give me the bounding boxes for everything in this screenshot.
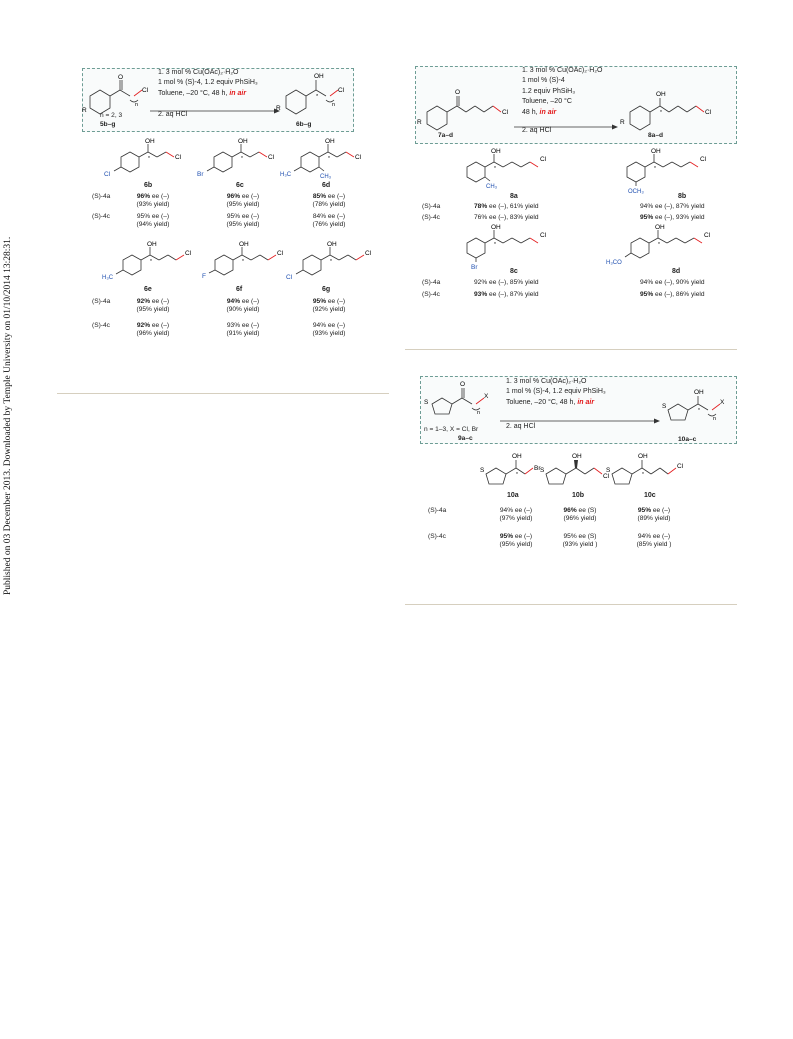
svg-text:Cl: Cl <box>603 473 610 480</box>
scheme2-condition-6: 2. aq HCl <box>522 127 552 134</box>
svg-text:Cl: Cl <box>705 109 712 116</box>
svg-text:n: n <box>135 102 139 108</box>
compound-6g-4a-result: 95% ee (–) (92% yield) <box>312 298 346 313</box>
scheme3-cat-a: (S)-4a <box>428 507 447 514</box>
svg-text:Cl: Cl <box>704 232 711 239</box>
svg-text:S: S <box>480 467 485 474</box>
compound-8d-label: 8d <box>672 268 681 275</box>
svg-text:*: * <box>330 259 332 265</box>
compound-8d-4c-result: 95% ee (–), 86% yield <box>640 291 705 298</box>
compound-6e-4a-result: 92% ee (–) (95% yield) <box>136 298 170 313</box>
svg-text:*: * <box>148 156 150 162</box>
svg-text:OH: OH <box>694 389 704 396</box>
svg-text:OH: OH <box>655 224 665 231</box>
compound-6f-structure <box>204 241 288 283</box>
svg-text:OH: OH <box>491 148 501 155</box>
svg-text:H₃C: H₃C <box>102 275 114 281</box>
svg-text:Br: Br <box>197 171 204 178</box>
compound-10a-label: 10a <box>507 492 519 499</box>
scheme1-row1-cat-c: (S)-4c <box>92 213 110 220</box>
compound-10b-label: 10b <box>572 492 585 499</box>
scheme1-product-label: 6b–g <box>296 121 312 128</box>
scheme2-in-air: in air <box>539 108 557 116</box>
scheme2-divider <box>405 349 737 350</box>
svg-text:OH: OH <box>145 138 155 145</box>
compound-10a-4c-result: 95% ee (–) (95% yield) <box>499 533 533 548</box>
scheme1-condition-4: 2. aq HCl <box>158 111 188 118</box>
svg-text:n: n <box>477 410 481 416</box>
compound-6d-structure <box>280 138 370 180</box>
svg-text:H₃CO: H₃CO <box>606 260 622 266</box>
compound-8c-structure <box>460 224 570 270</box>
compound-8d-structure <box>606 224 734 270</box>
svg-text:CH₃: CH₃ <box>486 184 498 190</box>
compound-6b-structure <box>104 138 190 180</box>
compound-10c-structure <box>606 450 696 490</box>
compound-6e-label: 6e <box>144 286 152 293</box>
compound-6d-label: 6d <box>322 182 331 189</box>
scheme2-reactant-label: 7a–d <box>438 132 454 139</box>
svg-text:Cl: Cl <box>175 154 182 161</box>
scheme3-product-structure <box>662 376 736 442</box>
scheme1-condition-2: 1 mol % (S)-4, 1.2 equiv PhSiH₃ <box>158 79 258 87</box>
scheme2-row2-cat-c: (S)-4c <box>422 291 440 298</box>
svg-text:*: * <box>516 472 518 478</box>
svg-text:OH: OH <box>147 241 157 248</box>
svg-text:OH: OH <box>638 453 648 460</box>
compound-10c-4a-result: 95% ee (–) (89% yield) <box>637 507 671 522</box>
svg-text:OH: OH <box>325 138 335 145</box>
svg-text:H₃C: H₃C <box>280 172 292 178</box>
svg-text:Cl: Cl <box>277 250 284 257</box>
svg-text:OH: OH <box>239 241 249 248</box>
scheme1-row1-cat-a: (S)-4a <box>92 193 111 200</box>
svg-text:Cl: Cl <box>142 87 149 94</box>
svg-text:X: X <box>720 399 725 406</box>
scheme1-product-structure <box>276 68 354 130</box>
svg-text:*: * <box>654 166 656 172</box>
compound-6c-4c-result: 95% ee (–) (95% yield) <box>226 213 260 228</box>
compound-6g-label: 6g <box>322 286 331 293</box>
svg-text:OH: OH <box>572 453 582 460</box>
compound-8c-label: 8c <box>510 268 518 275</box>
scheme1-divider <box>57 393 389 394</box>
svg-text:R: R <box>417 119 422 126</box>
compound-6g-structure <box>286 241 376 283</box>
scheme2-row2-cat-a: (S)-4a <box>422 279 441 286</box>
svg-text:X: X <box>484 393 489 400</box>
compound-8c-4a-result: 92% ee (–), 85% yield <box>474 279 539 286</box>
scheme2-reactant-structure <box>415 66 515 142</box>
svg-text:*: * <box>241 156 243 162</box>
svg-text:Cl: Cl <box>268 154 275 161</box>
compound-8b-4a-result: 94% ee (–), 87% yield <box>640 203 705 210</box>
scheme3-in-air: in air <box>577 398 595 406</box>
svg-text:R: R <box>620 119 625 126</box>
svg-text:Cl: Cl <box>502 109 509 116</box>
scheme2-product-structure <box>620 66 736 142</box>
compound-6b-4a-result: 96% ee (–) (93% yield) <box>136 193 170 208</box>
scheme1-row2-cat-c: (S)-4c <box>92 322 110 329</box>
scheme3-condition-1: 1. 3 mol % Cu(OAc)₂·H₂O <box>506 378 587 385</box>
scheme2-row1-cat-c: (S)-4c <box>422 214 440 221</box>
svg-text:CH₃: CH₃ <box>320 174 332 180</box>
compound-10c-4c-result: 94% ee (–) (85% yield ) <box>636 533 672 548</box>
svg-text:R: R <box>276 105 281 112</box>
svg-text:F: F <box>202 273 206 280</box>
svg-text:OH: OH <box>327 241 337 248</box>
compound-8a-4c-result: 76% ee (–), 83% yield <box>474 214 539 221</box>
compound-10c-label: 10c <box>644 492 656 499</box>
scheme1-condition-1: 1. 3 mol % Cu(OAc)₂·H₂O <box>158 69 239 76</box>
compound-6f-4c-result: 93% ee (–) (91% yield) <box>226 322 260 337</box>
svg-text:S: S <box>424 399 429 406</box>
scheme2-condition-3: 1.2 equiv PhSiH₃ <box>522 87 576 95</box>
svg-text:*: * <box>660 110 662 116</box>
svg-text:*: * <box>494 242 496 248</box>
svg-text:OCH₃: OCH₃ <box>628 189 644 195</box>
svg-text:*: * <box>494 166 496 172</box>
svg-text:Cl: Cl <box>540 232 547 239</box>
svg-text:S: S <box>606 467 611 474</box>
scheme3-n-label: n = 1–3, X = Cl, Br <box>424 426 479 433</box>
svg-text:O: O <box>118 74 124 81</box>
compound-6d-4c-result: 84% ee (–) (76% yield) <box>312 213 346 228</box>
compound-6e-4c-result: 92% ee (–) (96% yield) <box>136 322 170 337</box>
compound-6c-structure <box>197 138 283 180</box>
scheme3-reactant-label: 9a–c <box>458 435 473 442</box>
svg-text:Cl: Cl <box>338 87 345 94</box>
scheme1-n-label: n = 2, 3 <box>100 112 123 119</box>
svg-text:n: n <box>332 102 336 108</box>
compound-6b-4c-result: 95% ee (–) (94% yield) <box>136 213 170 228</box>
scheme3-product-label: 10a–c <box>678 436 697 443</box>
svg-text:*: * <box>316 94 319 100</box>
scheme2-product-label: 8a–d <box>648 132 664 139</box>
scheme1-in-air: in air <box>229 89 247 97</box>
svg-text:S: S <box>662 403 667 410</box>
svg-text:Cl: Cl <box>104 171 111 178</box>
scheme2-row1-cat-a: (S)-4a <box>422 203 441 210</box>
scheme2-condition-1: 1. 3 mol % Cu(OAc)₂·H₂O <box>522 67 603 74</box>
svg-text:*: * <box>658 242 660 248</box>
compound-6e-structure <box>102 241 196 283</box>
scheme1-reactant-label: 5b–g <box>100 121 116 128</box>
svg-text:Cl: Cl <box>700 156 707 163</box>
compound-6d-4a-result: 85% ee (–) (78% yield) <box>312 193 346 208</box>
svg-text:*: * <box>642 472 644 478</box>
publication-note-text: Published on 03 December 2013. Downloaded by Temple University on 01/10/2014 13:28:31. <box>3 236 13 595</box>
svg-text:OH: OH <box>656 91 666 98</box>
compound-10b-4c-result: 95% ee (S) (93% yield ) <box>562 533 598 548</box>
scheme3-condition-4: 2. aq HCl <box>506 423 536 430</box>
scheme2-condition-5: 48 h, <box>522 108 538 116</box>
svg-text:OH: OH <box>512 453 522 460</box>
compound-8a-structure <box>460 148 570 192</box>
compound-8b-structure <box>620 148 730 195</box>
compound-6c-4a-result: 96% ee (–) (95% yield) <box>226 193 260 208</box>
svg-text:n: n <box>713 416 717 422</box>
svg-text:O: O <box>455 89 461 96</box>
compound-10b-4a-result: 96% ee (S) (96% yield) <box>563 507 597 522</box>
svg-text:Cl: Cl <box>365 250 372 257</box>
svg-text:S: S <box>540 467 545 474</box>
compound-6f-label: 6f <box>236 286 243 293</box>
svg-text:*: * <box>328 156 330 162</box>
scheme3-condition-3: Toluene, –20 °C, 48 h, <box>506 398 576 406</box>
svg-text:*: * <box>150 259 152 265</box>
compound-6f-4a-result: 94% ee (–) (90% yield) <box>226 298 260 313</box>
compound-10a-4a-result: 94% ee (–) (97% yield) <box>499 507 533 522</box>
svg-text:Br: Br <box>534 465 541 472</box>
compound-6g-4c-result: 94% ee (–) (93% yield) <box>312 322 346 337</box>
compound-8a-label: 8a <box>510 193 518 200</box>
svg-text:OH: OH <box>238 138 248 145</box>
svg-text:Cl: Cl <box>355 154 362 161</box>
svg-text:OH: OH <box>651 148 661 155</box>
scheme2-condition-4: Toluene, –20 °C <box>522 98 572 106</box>
compound-8a-4a-result: 78% ee (–), 61% yield <box>474 203 539 210</box>
scheme1-condition-3: Toluene, –20 °C, 48 h, <box>158 89 228 97</box>
compound-6b-label: 6b <box>144 182 153 189</box>
svg-text:Cl: Cl <box>540 156 547 163</box>
svg-text:O: O <box>460 381 466 388</box>
svg-text:Cl: Cl <box>677 463 684 470</box>
compound-8b-label: 8b <box>678 193 687 200</box>
svg-text:*: * <box>242 259 244 265</box>
compound-6c-label: 6c <box>236 182 244 189</box>
svg-text:OH: OH <box>491 224 501 231</box>
scheme3-condition-2: 1 mol % (S)-4, 1.2 equiv PhSiH₃ <box>506 388 606 396</box>
scheme1-row2-cat-a: (S)-4a <box>92 298 111 305</box>
svg-text:OH: OH <box>314 73 324 80</box>
svg-text:*: * <box>698 408 700 414</box>
scheme2-condition-2: 1 mol % (S)-4 <box>522 77 565 85</box>
svg-text:Cl: Cl <box>286 274 293 281</box>
svg-text:Cl: Cl <box>185 250 192 257</box>
compound-8c-4c-result: 93% ee (–), 87% yield <box>474 291 539 298</box>
svg-text:Br: Br <box>471 264 478 271</box>
compound-8b-4c-result: 95% ee (–), 93% yield <box>640 214 705 221</box>
scheme3-cat-c: (S)-4c <box>428 533 446 540</box>
scheme1-reactant-structure <box>82 68 154 130</box>
scheme3-divider <box>405 604 737 605</box>
svg-text:R: R <box>82 107 87 114</box>
compound-8d-4a-result: 94% ee (–), 90% yield <box>640 279 705 286</box>
